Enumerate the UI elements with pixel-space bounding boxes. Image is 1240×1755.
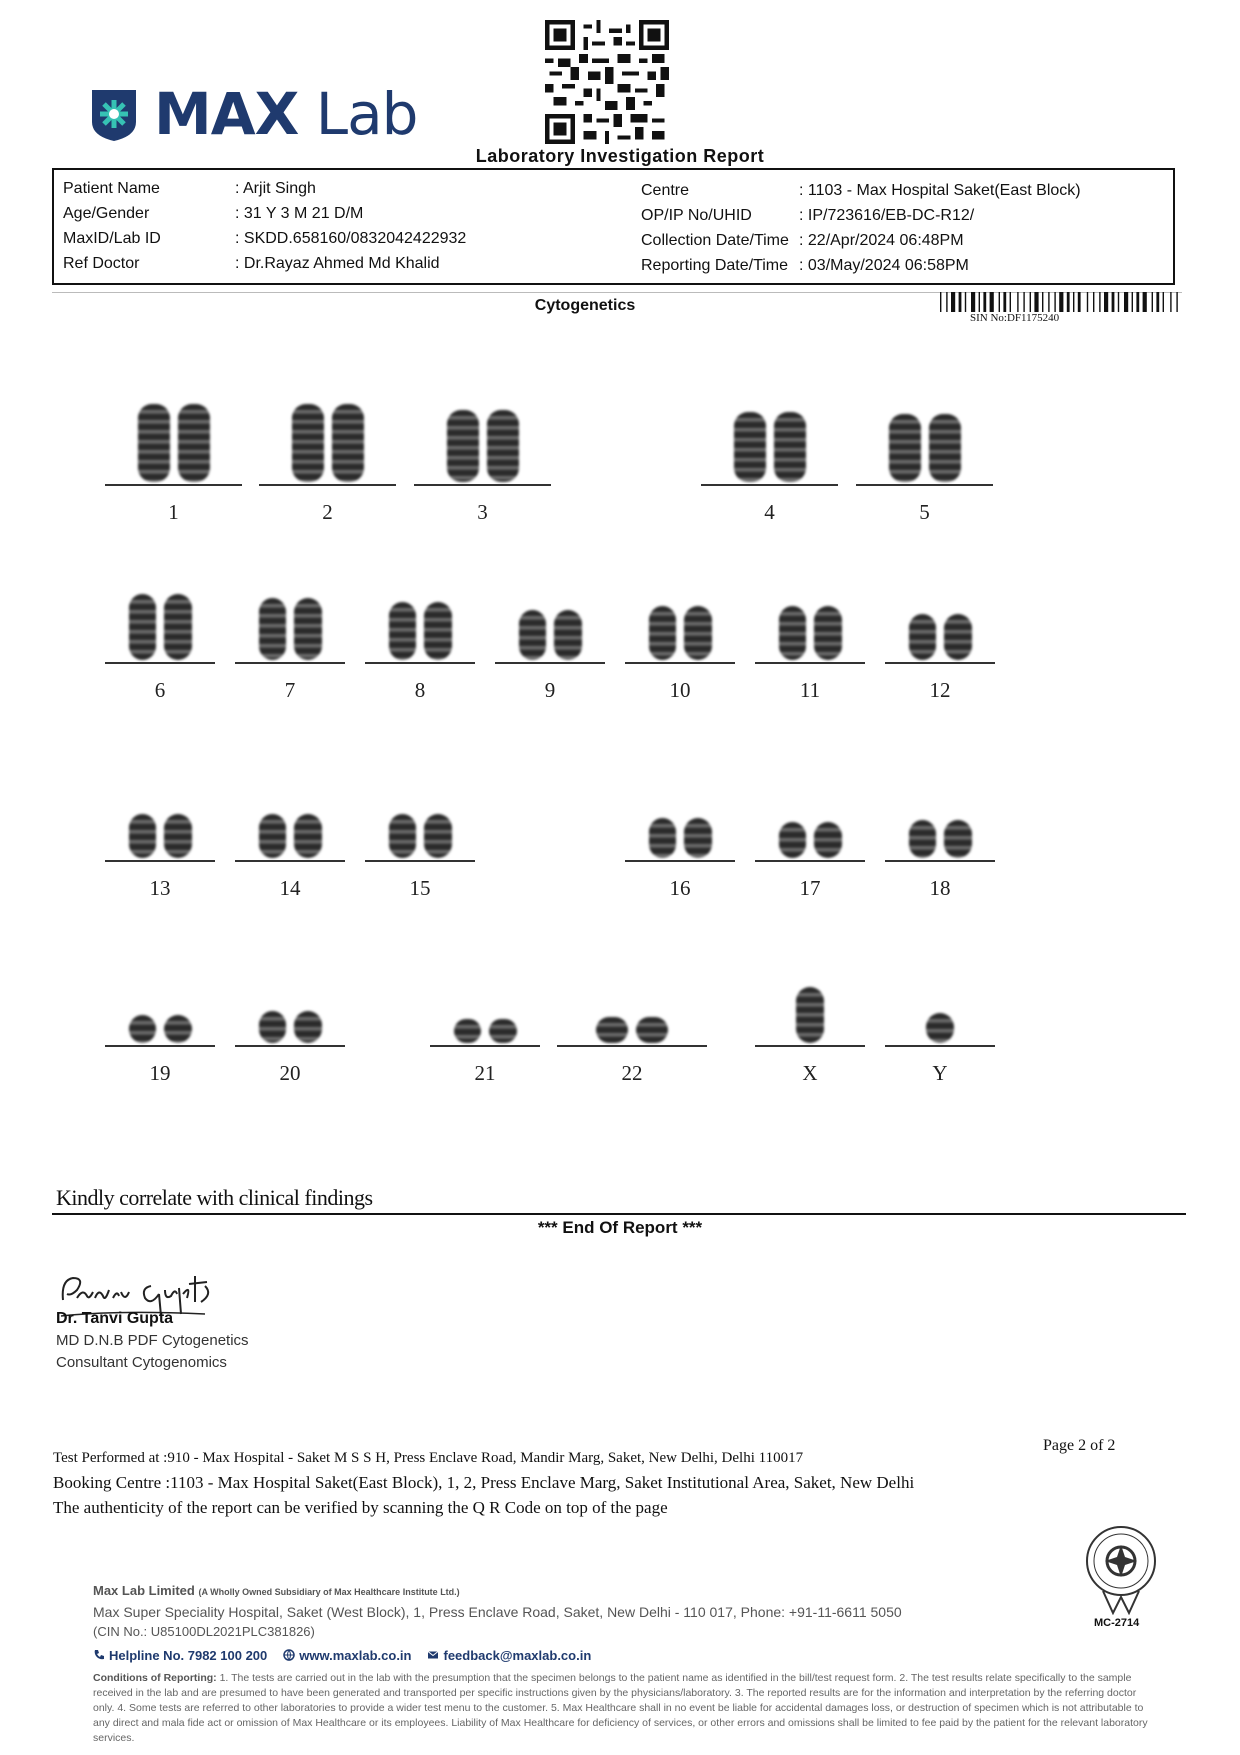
pair-baseline [235, 1045, 345, 1047]
pair-baseline [430, 1045, 540, 1047]
chromosome-pair-19 [105, 1013, 215, 1047]
pair-baseline [235, 662, 345, 664]
chromosome [814, 822, 842, 858]
report-title: Laboratory Investigation Report [475, 146, 765, 166]
helpline [93, 1648, 267, 1663]
chromosome-pair-17 [755, 820, 865, 862]
pair-baseline [235, 860, 345, 862]
chromosome-label: 6 [154, 678, 166, 702]
test-performed-at: Test Performed at :910 - Max Hospital - Saket M S S H, Press Enclave Road, Mandir Marg, Saket, New Delhi, Delhi 110017 [53, 1450, 804, 1466]
chromosome [684, 818, 712, 858]
chromosome-label: 18 [929, 876, 951, 900]
chromosome [926, 1013, 954, 1043]
pair-baseline [755, 860, 865, 862]
chromosome [779, 822, 807, 858]
chromosome [487, 410, 519, 482]
chromosome [164, 814, 192, 858]
collection-value: : 22/Apr/2024 06:48PM [799, 232, 964, 249]
chromosome-pair-4 [701, 410, 838, 486]
qr-code [545, 20, 669, 144]
pair-baseline [105, 662, 215, 664]
chromosome-label: 2 [322, 500, 333, 524]
chromosome-pair-12 [885, 612, 995, 664]
pair-baseline [259, 484, 396, 486]
chromosome [684, 606, 712, 660]
chromosome-pair-6 [105, 592, 215, 664]
pair-baseline [856, 484, 993, 486]
website-text: www.maxlab.co.in [299, 1648, 412, 1663]
pair-baseline [495, 662, 605, 664]
chromosome [649, 606, 677, 660]
pair-baseline [105, 860, 215, 862]
mail-icon [427, 1649, 439, 1661]
company-subsidiary-note: (A Wholly Owned Subsidiary of Max Healthcare Institute Ltd.) [198, 1587, 460, 1597]
chromosome [389, 814, 417, 858]
accreditation-number: MC-2714 [1094, 1617, 1140, 1629]
chromosome-label: 21 [474, 1061, 496, 1085]
chromosome [929, 414, 961, 482]
field-label: Ref Doctor [63, 255, 140, 272]
field-label: Centre [641, 182, 690, 199]
company-cin: (CIN No.: U85100DL2021PLC381826) [93, 1624, 315, 1639]
age-gender-row [63, 205, 363, 223]
chromosome [178, 404, 210, 482]
pair-baseline [885, 662, 995, 664]
chromosome [944, 614, 972, 660]
chromosome [734, 412, 766, 482]
chromosome [138, 404, 170, 482]
field-label: Age/Gender [63, 205, 150, 222]
pair-baseline [755, 662, 865, 664]
end-of-report: *** End Of Report *** [537, 1218, 703, 1237]
chromosome-label: 3 [477, 500, 488, 524]
chromosome [796, 987, 824, 1043]
chromosome-pair-5 [856, 412, 993, 486]
chromosome [294, 814, 322, 858]
field-label: OP/IP No/UHID [641, 207, 752, 224]
chromosome-label: 17 [799, 876, 821, 900]
chromosome [454, 1019, 482, 1043]
doctor-qualification: MD D.N.B PDF Cytogenetics [56, 1332, 249, 1349]
barcode [940, 292, 1180, 312]
chromosome-label: 13 [149, 876, 171, 900]
chromosome-label: 1 [168, 500, 179, 524]
chromosome-pair-3 [414, 408, 551, 486]
chromosome [774, 412, 806, 482]
pair-baseline [885, 860, 995, 862]
chromosome [889, 414, 921, 482]
company-name-text: Max Lab Limited [93, 1583, 195, 1598]
correlate-note: Kindly correlate with clinical findings [56, 1185, 373, 1210]
op-ip-row [641, 207, 974, 225]
chromosome-pair-13 [105, 812, 215, 862]
chromosome [779, 606, 807, 660]
chromosome [554, 610, 582, 660]
chromosome-pair-X [755, 985, 865, 1047]
chromosome-pair-10 [625, 604, 735, 664]
ref-doctor-value: : Dr.Rayaz Ahmed Md Khalid [235, 255, 440, 272]
max-lab-logo [90, 80, 417, 148]
chromosome-label: 9 [544, 678, 556, 702]
email[interactable] [427, 1648, 591, 1663]
helpline-text: Helpline No. 7982 100 200 [109, 1648, 268, 1663]
centre-row [641, 182, 1081, 200]
logo-word-max: MAX [154, 80, 299, 148]
chromosome-label: Y [932, 1061, 948, 1085]
section-title: Cytogenetics [534, 297, 636, 314]
chromosome-label: X [802, 1061, 818, 1085]
chromosome [909, 614, 937, 660]
field-label: MaxID/Lab ID [63, 230, 161, 247]
chromosome-pair-2 [259, 402, 396, 486]
chromosome-pair-11 [755, 604, 865, 664]
chromosome [259, 1011, 287, 1043]
chromosome-pair-8 [365, 600, 475, 664]
chromosome-pair-21 [430, 1017, 540, 1047]
chromosome [636, 1017, 668, 1043]
chromosome-pair-1 [105, 402, 242, 486]
pair-baseline [105, 1045, 215, 1047]
chromosome [447, 410, 479, 482]
chromosome-pair-22 [557, 1015, 707, 1047]
email-text: feedback@maxlab.co.in [443, 1648, 592, 1663]
end-divider [52, 1213, 1186, 1215]
doctor-title: Consultant Cytogenomics [56, 1354, 227, 1371]
chromosome-label: 4 [764, 500, 775, 524]
centre-value: : 1103 - Max Hospital Saket(East Block) [799, 182, 1081, 199]
chromosome [389, 602, 417, 660]
pair-baseline [105, 484, 242, 486]
max-shield-icon [90, 86, 138, 142]
field-label: Patient Name [63, 180, 160, 197]
chromosome-pair-Y [885, 1011, 995, 1047]
patient-info-box [52, 168, 1175, 285]
chromosome-pair-7 [235, 596, 345, 664]
chromosome-pair-20 [235, 1009, 345, 1047]
chromosome-label: 12 [929, 678, 951, 702]
authenticity-note: The authenticity of the report can be verified by scanning the Q R Code on top of the page [53, 1498, 668, 1517]
pair-baseline [755, 1045, 865, 1047]
conditions-of-reporting [93, 1671, 1153, 1746]
field-label: Collection Date/Time [641, 232, 789, 249]
pair-baseline [365, 662, 475, 664]
chromosome [294, 1011, 322, 1043]
sin-number: SIN No:DF1175240 [970, 312, 1060, 324]
chromosome-label: 16 [669, 876, 691, 900]
chromosome-label: 5 [919, 500, 930, 524]
chromosome-label: 22 [621, 1061, 643, 1085]
pair-baseline [414, 484, 551, 486]
website[interactable] [283, 1648, 411, 1663]
chromosome-pair-9 [495, 608, 605, 664]
patient-name-row [63, 180, 316, 198]
logo-word-lab: Lab [315, 80, 418, 148]
conditions-text: 1. The tests are carried out in the lab with the presumption that the specimen belongs to the patient name as identified in the bill/test request form. 2. The test results relate specifically to the sample received in the lab and are presumed to have been generated and transported per specific instructions given by the physicians/laboratory. 3. The reported results are for the information and interpretation by the referring doctor only. 4. Some tests are referred to other laboratories to provide a wider test menu to the customer. 5. Max Healthcare shall in no event be liable for accidental damages loss, or destruction of specimen which is not attributable to any direct and mala fide act or omission of Max Healthcare or its employees. Liability of Max Healthcare for deficiency of services, or other errors and omissions shall be limited to fee paid by the patient for the relevant laboratory services. [93, 1672, 1148, 1744]
chromosome-label: 8 [414, 678, 426, 702]
chromosome [519, 610, 547, 660]
patient-name-value: : Arjit Singh [235, 180, 316, 197]
chromosome-label: 20 [279, 1061, 301, 1085]
chromosome [814, 606, 842, 660]
chromosome-label: 15 [409, 876, 431, 900]
chromosome-pair-15 [365, 812, 475, 862]
chromosome [944, 820, 972, 858]
nabl-seal-icon [1085, 1525, 1157, 1615]
maxid-row [63, 230, 466, 248]
chromosome-label: 7 [284, 678, 296, 702]
chromosome [129, 814, 157, 858]
conditions-label: Conditions of Reporting: [93, 1672, 217, 1684]
chromosome [129, 594, 157, 660]
chromosome-pair-14 [235, 812, 345, 862]
pair-baseline [625, 860, 735, 862]
chromosome [259, 814, 287, 858]
chromosome [649, 818, 677, 858]
chromosome [292, 404, 324, 482]
chromosome-label: 10 [669, 678, 691, 702]
globe-icon [283, 1649, 295, 1661]
chromosome-pair-18 [885, 818, 995, 862]
ref-doctor-row [63, 255, 440, 273]
chromosome [424, 602, 452, 660]
pair-baseline [885, 1045, 995, 1047]
chromosome [424, 814, 452, 858]
chromosome [294, 598, 322, 660]
contact-bar [93, 1648, 591, 1663]
chromosome-label: 11 [799, 678, 821, 702]
chromosome [332, 404, 364, 482]
doctor-name: Dr. Tanvi Gupta [56, 1310, 174, 1327]
pair-baseline [625, 662, 735, 664]
company-name [93, 1583, 460, 1598]
collection-row [641, 232, 964, 250]
chromosome [259, 598, 287, 660]
reporting-value: : 03/May/2024 06:58PM [799, 257, 969, 274]
chromosome [164, 1015, 192, 1043]
pair-baseline [365, 860, 475, 862]
field-label: Reporting Date/Time [641, 257, 789, 274]
maxid-value: : SKDD.658160/0832042422932 [235, 230, 467, 247]
pair-baseline [557, 1045, 707, 1047]
age-gender-value: : 31 Y 3 M 21 D/M [235, 205, 364, 222]
chromosome-label: 14 [279, 876, 301, 900]
chromosome-label: 19 [149, 1061, 171, 1085]
chromosome [489, 1019, 517, 1043]
reporting-row [641, 257, 969, 275]
op-ip-value: : IP/723616/EB-DC-R12/ [799, 207, 975, 224]
chromosome [129, 1015, 157, 1043]
pair-baseline [701, 484, 838, 486]
booking-centre: Booking Centre :1103 - Max Hospital Saket(East Block), 1, 2, Press Enclave Marg, Saket Institutional Area, Saket, New Delhi [53, 1473, 915, 1492]
page-number: Page 2 of 2 [1043, 1437, 1116, 1454]
chromosome-pair-16 [625, 816, 735, 862]
chromosome [596, 1017, 628, 1043]
chromosome [909, 820, 937, 858]
phone-icon [93, 1649, 105, 1661]
company-address: Max Super Speciality Hospital, Saket (West Block), 1, Press Enclave Road, Saket, New Delhi - 110 017, Phone: +91-11-6611 5050 [93, 1604, 902, 1620]
chromosome [164, 594, 192, 660]
